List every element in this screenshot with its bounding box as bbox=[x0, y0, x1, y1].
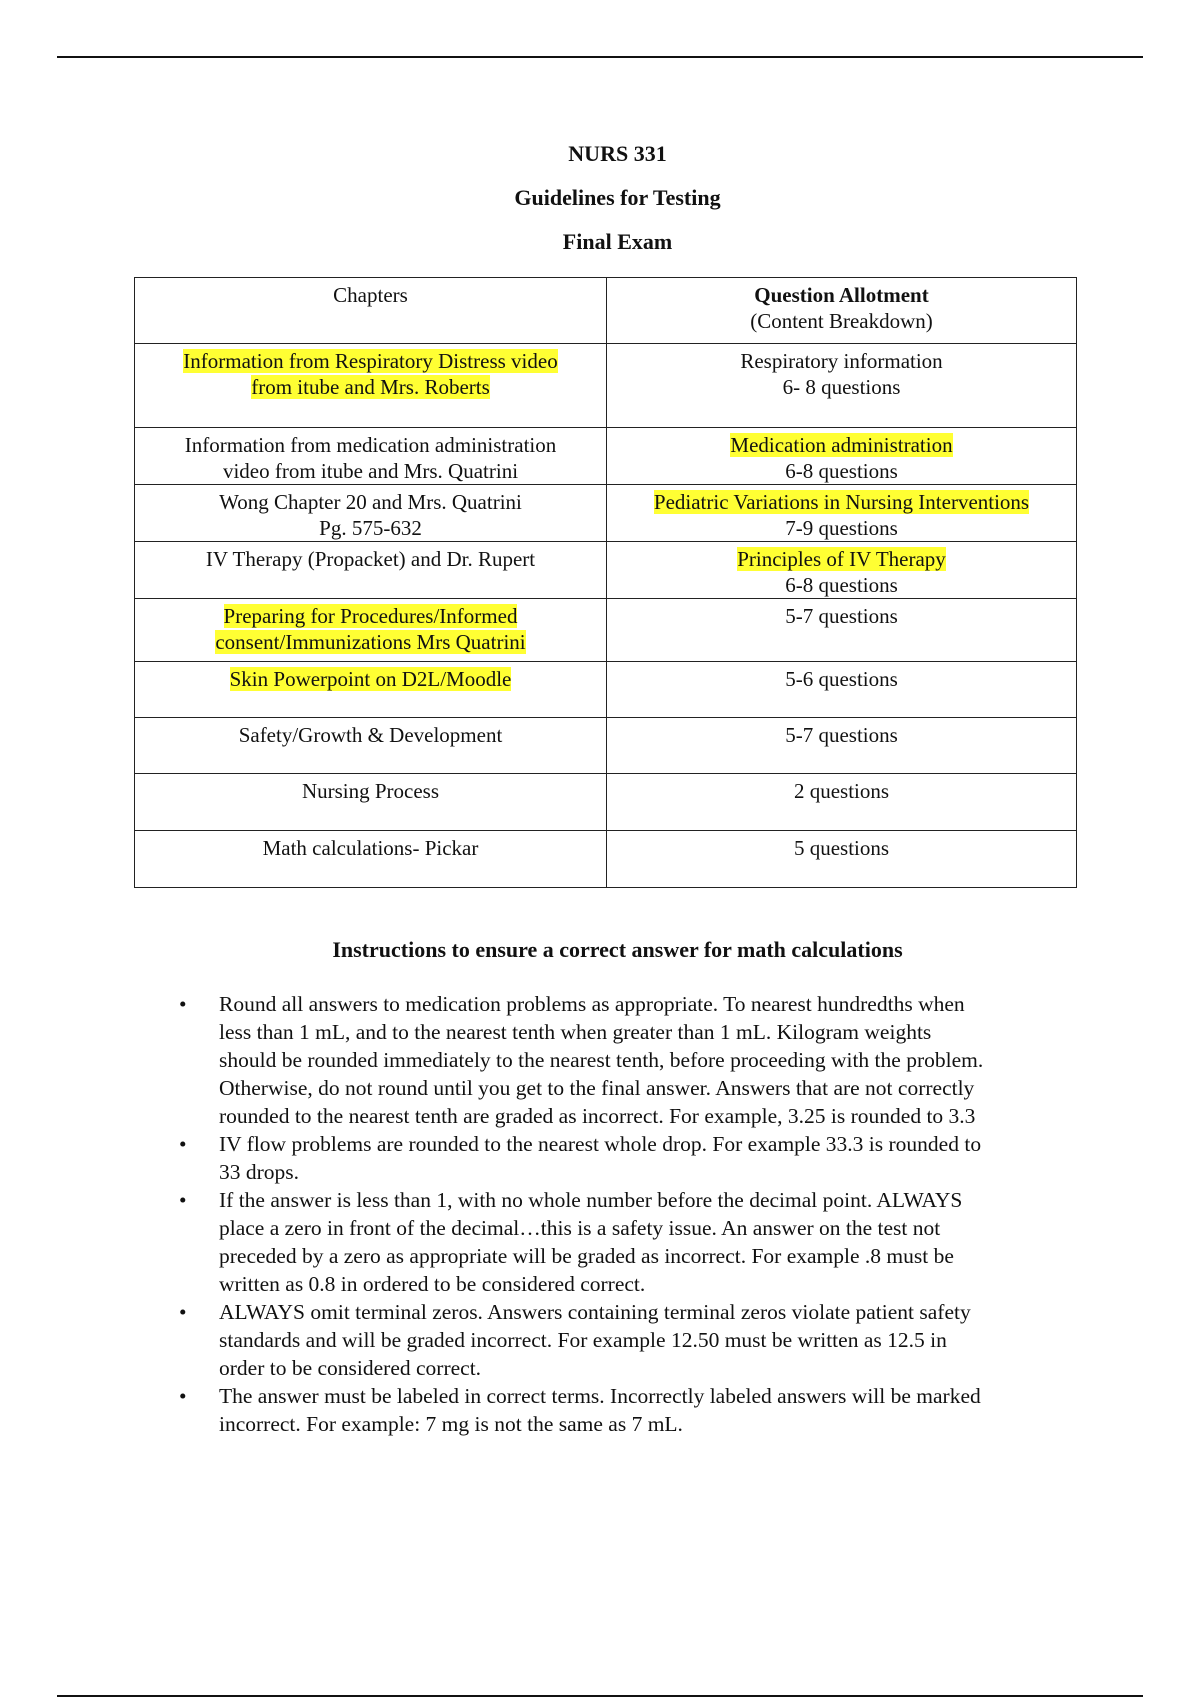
table-row bbox=[135, 718, 1077, 774]
table-row bbox=[135, 344, 1077, 428]
allotment-cell-line: 6-8 questions bbox=[785, 459, 898, 483]
table-row bbox=[135, 831, 1077, 888]
chapter-cell-line: Information from medication administration bbox=[184, 433, 557, 457]
chapters-header: Chapters bbox=[135, 278, 607, 344]
instructions-list bbox=[179, 990, 1079, 1438]
allotment-cell-line: 7-9 questions bbox=[785, 516, 898, 540]
list-item-text: should be rounded immediately to the nearest tenth, before proceeding with the problem. bbox=[219, 1048, 984, 1072]
chapter-cell-line: Skin Powerpoint on D2L/Moodle bbox=[229, 667, 512, 691]
allotment-cell-line: 2 questions bbox=[793, 779, 890, 803]
guidelines-title: Guidelines for Testing bbox=[514, 185, 721, 210]
list-item-text: standards and will be graded incorrect. For example 12.50 must be written as 12.5 in bbox=[219, 1328, 947, 1352]
chapter-cell bbox=[135, 485, 607, 542]
list-item-text: rounded to the nearest tenth are graded as incorrect. For example, 3.25 is rounded to 3.3 bbox=[219, 1104, 976, 1128]
allotment-cell bbox=[607, 774, 1077, 831]
list-item-text: less than 1 mL, and to the nearest tenth when greater than 1 mL. Kilogram weights bbox=[219, 1020, 932, 1044]
chapter-cell-line: Preparing for Procedures/Informed bbox=[223, 604, 518, 628]
chapter-cell-line: from itube and Mrs. Roberts bbox=[251, 375, 490, 399]
list-item bbox=[179, 1298, 1079, 1382]
list-item-text: IV flow problems are rounded to the nearest whole drop. For example 33.3 is rounded to bbox=[219, 1132, 982, 1156]
allotment-cell-line: 5-7 questions bbox=[785, 604, 898, 628]
list-item bbox=[179, 990, 1079, 1130]
chapter-cell-line: consent/Immunizations Mrs Quatrini bbox=[215, 630, 526, 654]
list-item-text: incorrect. For example: 7 mg is not the same as 7 mL. bbox=[219, 1412, 683, 1436]
list-item-text: written as 0.8 in ordered to be considered correct. bbox=[219, 1272, 646, 1296]
instructions-title: Instructions to ensure a correct answer for math calculations bbox=[332, 937, 903, 962]
list-item bbox=[179, 1130, 1079, 1186]
list-item-text: 33 drops. bbox=[219, 1160, 300, 1184]
allotment-cell-line: Pediatric Variations in Nursing Interventions bbox=[653, 490, 1030, 514]
allotment-cell-line: Principles of IV Therapy bbox=[737, 547, 946, 571]
chapter-cell-line: Wong Chapter 20 and Mrs. Quatrini bbox=[219, 490, 522, 514]
chapter-cell bbox=[135, 662, 607, 718]
allotment-cell-line: Respiratory information bbox=[740, 349, 943, 373]
allotment-header bbox=[607, 278, 1077, 344]
allotment-cell bbox=[607, 831, 1077, 888]
allotment-cell bbox=[607, 718, 1077, 774]
top-rule bbox=[57, 56, 1143, 58]
allotment-cell-line: 5-7 questions bbox=[785, 723, 898, 747]
table-row bbox=[135, 542, 1077, 599]
bullet-icon: • bbox=[179, 1384, 187, 1408]
chapter-cell bbox=[135, 542, 607, 599]
table-header-row bbox=[135, 278, 1077, 344]
allotment-cell-line: 5 questions bbox=[793, 836, 890, 860]
list-item-text: Round all answers to medication problems as appropriate. To nearest hundredths when bbox=[219, 992, 965, 1016]
list-item-text: place a zero in front of the decimal…this is a safety issue. An answer on the test not bbox=[219, 1216, 941, 1240]
list-item bbox=[179, 1382, 1079, 1438]
chapter-cell bbox=[135, 599, 607, 662]
table-row bbox=[135, 428, 1077, 485]
chapter-cell bbox=[135, 831, 607, 888]
allotment-cell-line: Medication administration bbox=[730, 433, 953, 457]
chapter-cell-line: IV Therapy (Propacket) and Dr. Rupert bbox=[205, 547, 536, 571]
list-item-text: ALWAYS omit terminal zeros. Answers containing terminal zeros violate patient safety bbox=[219, 1300, 971, 1324]
list-item-text: Otherwise, do not round until you get to the final answer. Answers that are not correctly bbox=[219, 1076, 975, 1100]
course-title: NURS 331 bbox=[568, 141, 667, 166]
exam-title: Final Exam bbox=[562, 229, 673, 254]
allotment-header-title: Question Allotment bbox=[754, 283, 929, 307]
chapter-cell bbox=[135, 428, 607, 485]
chapter-cell-line: Safety/Growth & Development bbox=[238, 723, 503, 747]
chapter-cell bbox=[135, 718, 607, 774]
question-allotment-table bbox=[134, 277, 1077, 888]
bullet-icon: • bbox=[179, 1132, 187, 1156]
allotment-cell bbox=[607, 542, 1077, 599]
allotment-cell bbox=[607, 599, 1077, 662]
chapter-cell-line: video from itube and Mrs. Quatrini bbox=[222, 459, 519, 483]
chapter-cell-line: Information from Respiratory Distress video bbox=[183, 349, 558, 373]
chapter-cell-line: Nursing Process bbox=[301, 779, 440, 803]
allotment-cell-line: 6- 8 questions bbox=[782, 375, 901, 399]
allotment-cell bbox=[607, 428, 1077, 485]
list-item bbox=[179, 1186, 1079, 1298]
allotment-cell-line: 6-8 questions bbox=[785, 573, 898, 597]
bullet-icon: • bbox=[179, 992, 187, 1016]
table-row bbox=[135, 662, 1077, 718]
table-body bbox=[135, 344, 1077, 888]
chapter-cell-line: Pg. 575-632 bbox=[319, 516, 422, 540]
list-item-text: order to be considered correct. bbox=[219, 1356, 482, 1380]
table-row bbox=[135, 774, 1077, 831]
bottom-rule bbox=[57, 1695, 1143, 1697]
chapter-cell bbox=[135, 344, 607, 428]
document-header bbox=[0, 143, 1200, 275]
bullet-icon: • bbox=[179, 1188, 187, 1212]
table-row bbox=[135, 485, 1077, 542]
table-row bbox=[135, 599, 1077, 662]
list-item-text: preceded by a zero as appropriate will be graded as incorrect. For example .8 must be bbox=[219, 1244, 954, 1268]
allotment-cell bbox=[607, 485, 1077, 542]
list-item-text: The answer must be labeled in correct terms. Incorrectly labeled answers will be marked bbox=[219, 1384, 981, 1408]
chapter-cell-line: Math calculations- Pickar bbox=[262, 836, 479, 860]
allotment-header-sub: (Content Breakdown) bbox=[750, 309, 933, 333]
allotment-cell-line: 5-6 questions bbox=[785, 667, 898, 691]
bullet-icon: • bbox=[179, 1300, 187, 1324]
list-item-text: If the answer is less than 1, with no whole number before the decimal point. ALWAYS bbox=[219, 1188, 963, 1212]
allotment-cell bbox=[607, 344, 1077, 428]
allotment-cell bbox=[607, 662, 1077, 718]
chapter-cell bbox=[135, 774, 607, 831]
